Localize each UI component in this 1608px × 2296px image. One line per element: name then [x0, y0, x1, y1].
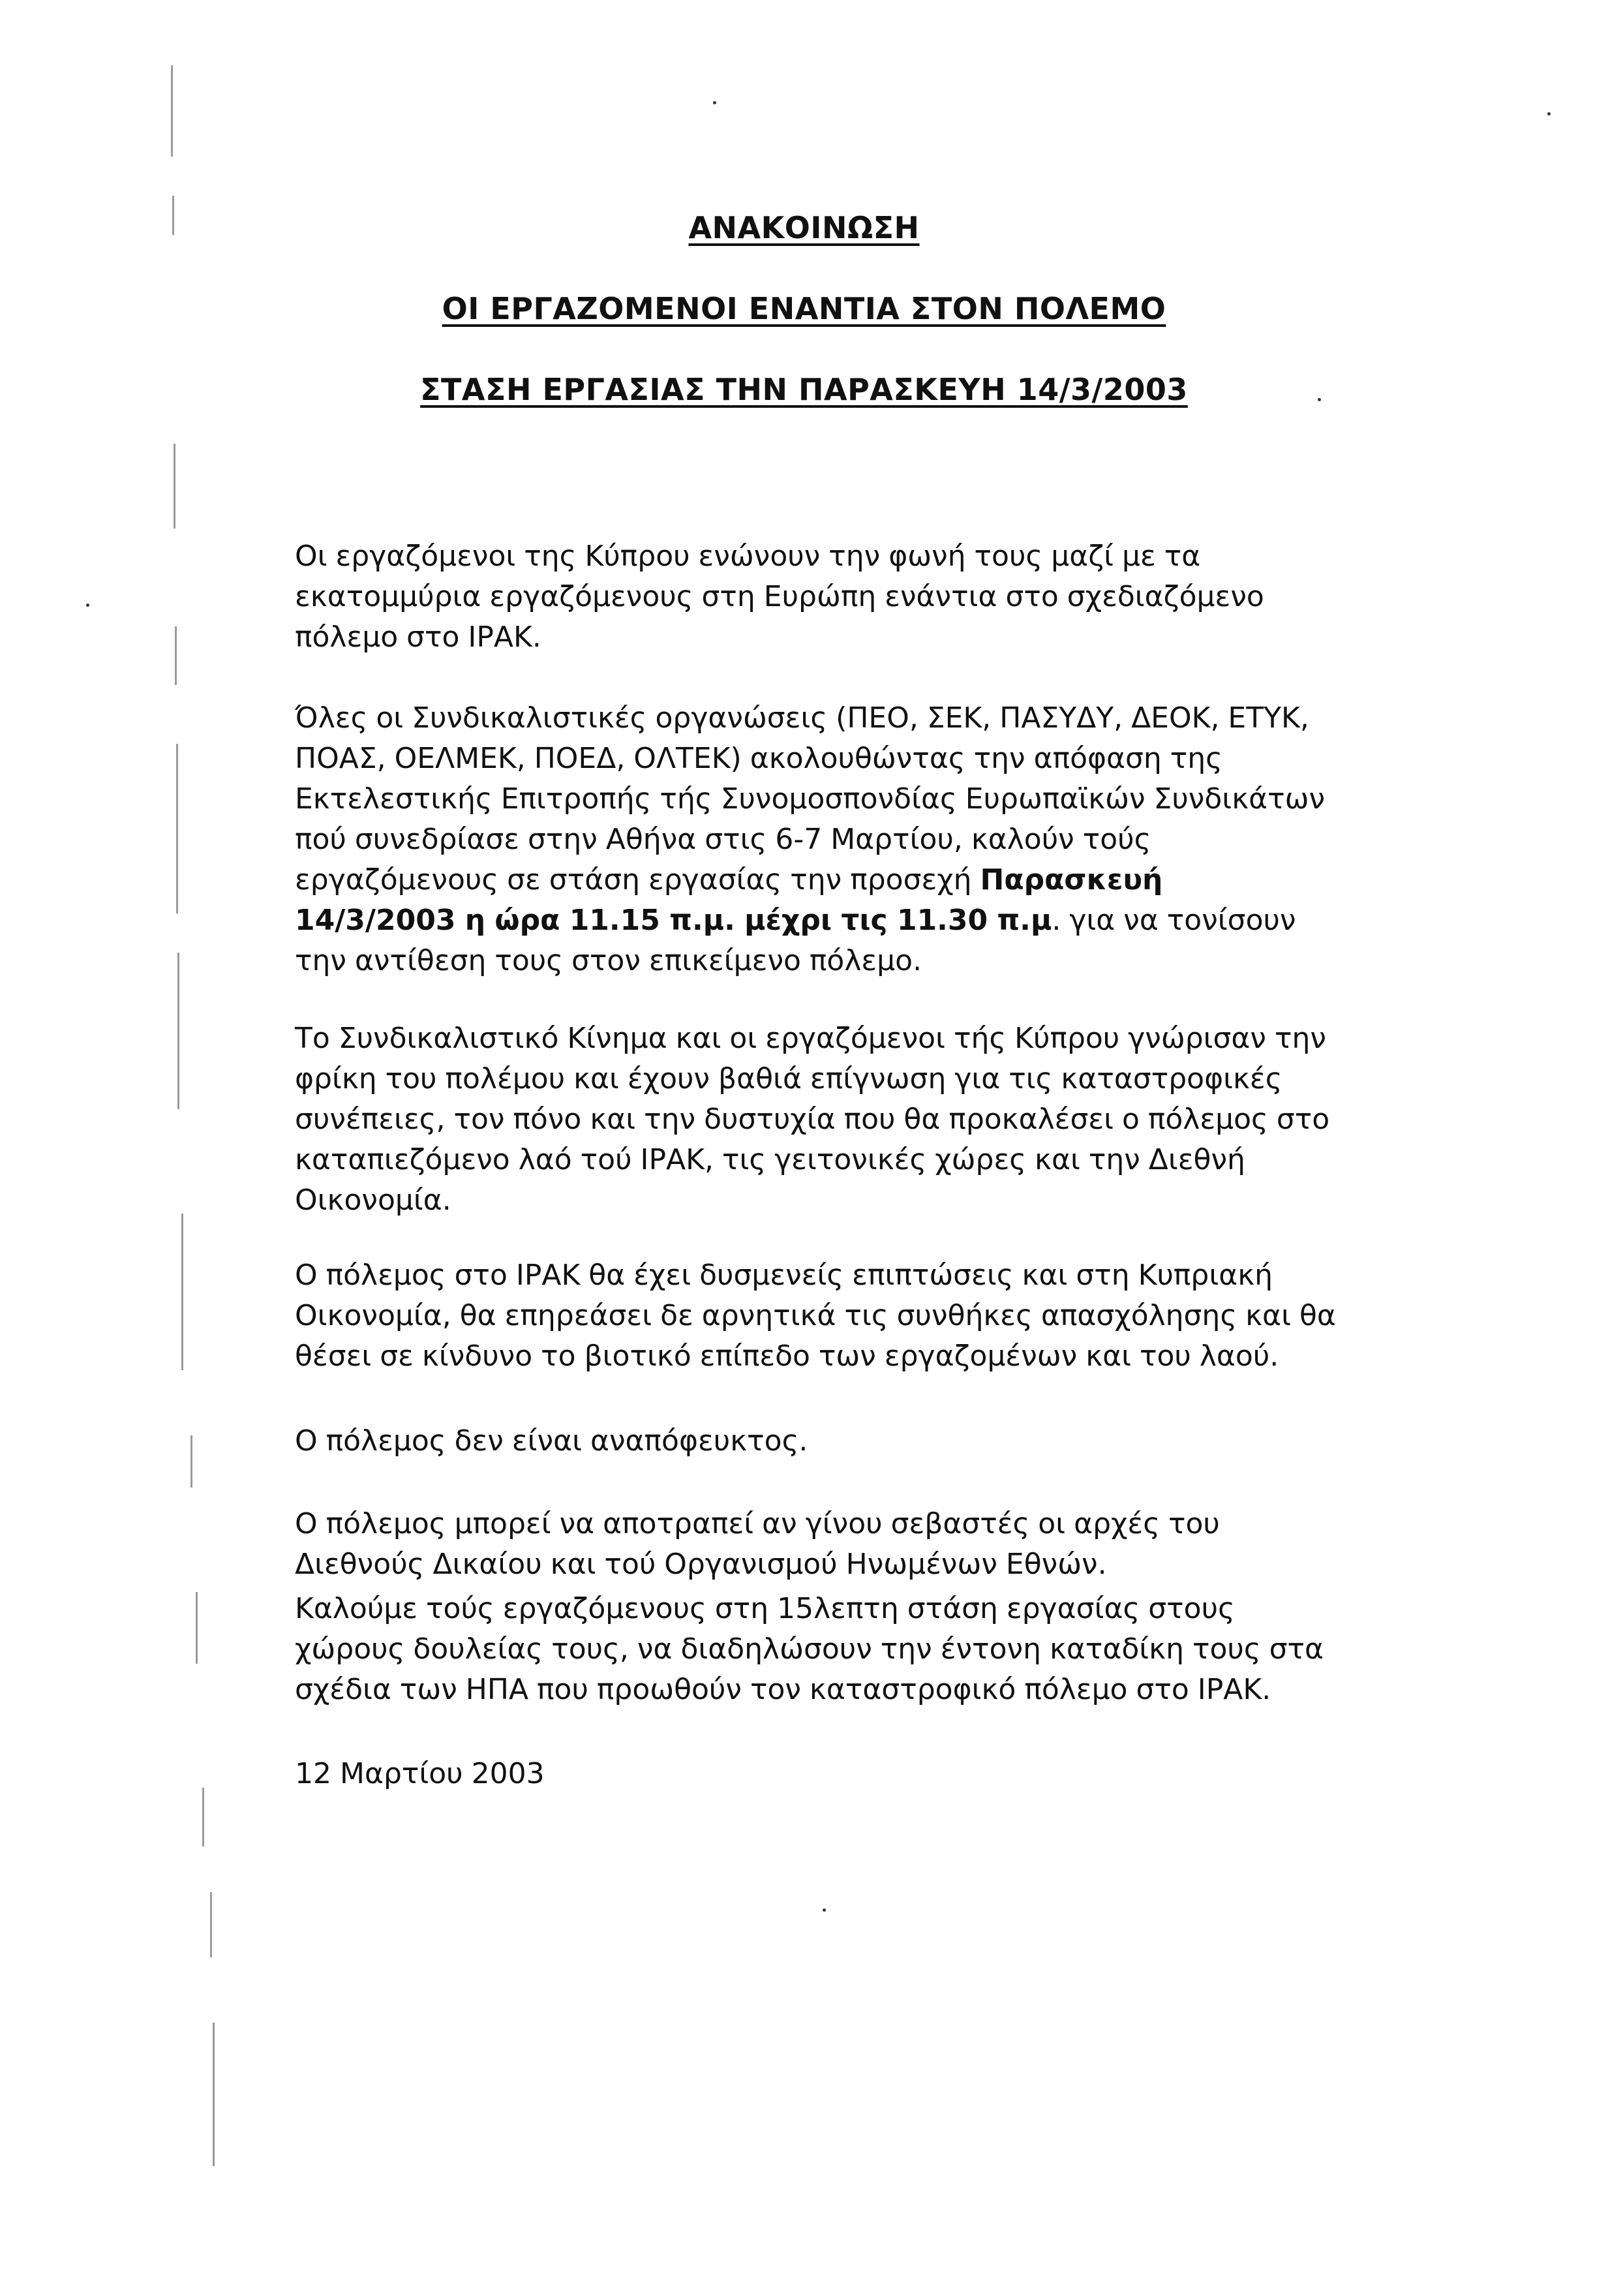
text-line: Οικονομία. [295, 1184, 451, 1217]
text-line: Το Συνδικαλιστικό Κίνημα και οι εργαζόμενοι τής Κύπρου γνώρισαν την [295, 1022, 1326, 1055]
document-title: ΑΝΑΚΟΙΝΩΣΗ [688, 210, 920, 245]
text-line: φρίκη του πολέμου και έχουν βαθιά επίγνωση για τις καταστροφικές [295, 1062, 1282, 1095]
text-line: Εκτελεστικής Επιτροπής τής Συνομοσπονδίας Ευρωπαϊκών Συνδικάτων [295, 782, 1326, 816]
text-line: θέσει σε κίνδυνο το βιοτικό επίπεδο των εργαζομένων και του λαού. [295, 1339, 1279, 1373]
text-line: Καλούμε τούς εργαζόμενους στη 15λεπτη στάση εργασίας στους [295, 1592, 1235, 1625]
text-line: πού συνεδρίασε στην Αθήνα στις 6-7 Μαρτίου, καλούν τούς [295, 823, 1151, 856]
paragraph-intro [295, 536, 1391, 658]
strike-day: Παρασκευή [980, 863, 1163, 896]
text-segment: . για να τονίσουν [1052, 904, 1296, 937]
text-line: την αντίθεση τους στον επικείμενο πόλεμο. [295, 944, 922, 977]
text-line: συνέπειες, τον πόνο και την δυστυχία που θα προκαλέσει ο πόλεμος στο [295, 1103, 1330, 1136]
text-line [295, 860, 1391, 900]
text-line: πόλεμο στο ΙΡΑΚ. [295, 620, 541, 654]
strike-announcement: ΣΤΑΣΗ ΕΡΓΑΣΙΑΣ ΤΗΝ ΠΑΡΑΣΚΕΥΗ 14/3/2003 [420, 372, 1188, 407]
text-line: εκατομμύρια εργαζόμενους στη Ευρώπη ενάντια στο σχεδιαζόμενο [295, 580, 1264, 613]
text-line: Ο πόλεμος στο ΙΡΑΚ θα έχει δυσμενείς επιπτώσεις και στη Κυπριακή [295, 1259, 1273, 1292]
text-line [295, 900, 1391, 941]
text-line: Όλες οι Συνδικαλιστικές οργανώσεις (ΠΕΟ, ΣΕΚ, ΠΑΣΥΔΥ, ΔΕΟΚ, ΕΤΥΚ, [295, 701, 1309, 735]
date-text: 12 Μαρτίου 2003 [295, 1757, 545, 1790]
paragraph-consequences [295, 1018, 1391, 1221]
strike-time: 14/3/2003 η ώρα 11.15 π.μ. μέχρι τις 11.30 π.μ [295, 904, 1052, 937]
text-line: Οικονομία, θα επηρεάσει δε αρνητικά τις συνθήκες απασχόλησης και θα [295, 1299, 1336, 1332]
paragraph-economy [295, 1255, 1391, 1377]
document-subtitle: ΟΙ ΕΡΓΑΖΟΜΕΝΟΙ ΕΝΑΝΤΙΑ ΣΤΟΝ ΠΟΛΕΜΟ [442, 291, 1166, 326]
document-date [295, 1754, 1391, 1794]
text-line: χώρους δουλείας τους, να διαδηλώσουν την έντονη καταδίκη τους στα [295, 1632, 1324, 1666]
text-line: Ο πόλεμος μπορεί να αποτραπεί αν γίνου σεβαστές οι αρχές του [295, 1507, 1220, 1540]
paragraph-unions [295, 698, 1391, 981]
text-line: Διεθνούς Δικαίου και τού Οργανισμού Ηνωμένων Εθνών. [295, 1548, 1107, 1581]
text-line: Ο πόλεμος δεν είναι αναπόφευκτος. [295, 1424, 808, 1458]
paragraph-international-law [295, 1504, 1391, 1585]
text-line: καταπιεζόμενο λαό τού ΙΡΑΚ, τις γειτονικές χώρες και την Διεθνή [295, 1143, 1245, 1176]
paragraph-call-to-action [295, 1589, 1391, 1710]
text-line: σχέδια των ΗΠΑ που προωθούν τον καταστροφικό πόλεμο στο ΙΡΑΚ. [295, 1673, 1271, 1706]
text-segment: εργαζόμενους σε στάση εργασίας την προσεχή [295, 863, 980, 896]
paragraph-not-inevitable [295, 1421, 1391, 1462]
text-line: Οι εργαζόμενοι της Κύπρου ενώνουν την φωνή τους μαζί με τα [295, 540, 1201, 573]
text-line: ΠΟΑΣ, ΟΕΛΜΕΚ, ΠΟΕΔ, ΟΛΤΕΚ) ακολουθώντας την απόφαση της [295, 742, 1222, 775]
